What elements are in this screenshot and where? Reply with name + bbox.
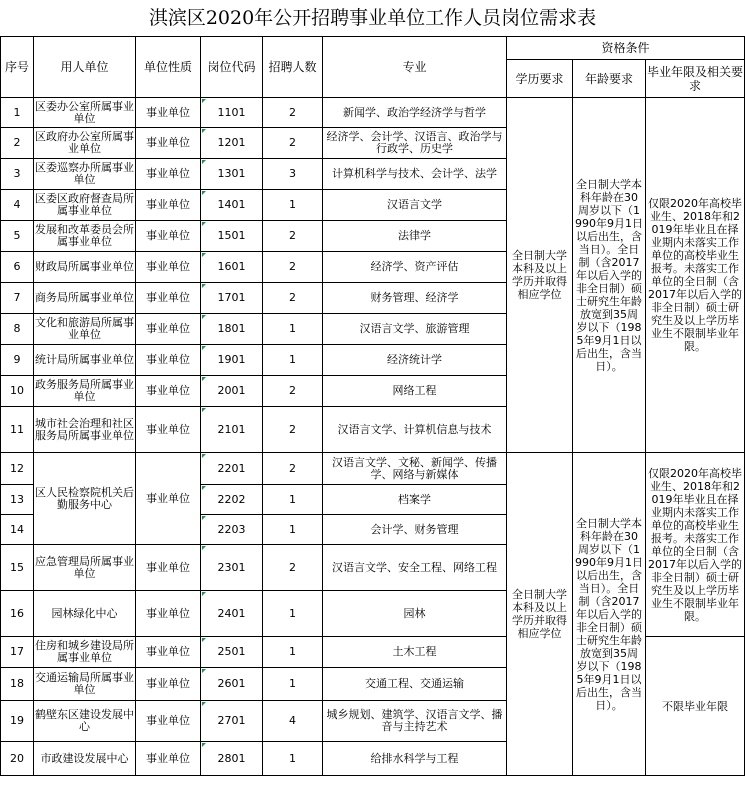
cell-seq: 15 (1, 545, 34, 591)
cell-unit: 区委巡察办所属事业单位 (34, 159, 136, 190)
cell-major: 交通工程、交通运输 (323, 668, 507, 701)
cell-unit: 交通运输局所属事业单位 (34, 668, 136, 701)
cell-major: 给排水科学与工程 (323, 742, 507, 776)
cell-seq: 7 (1, 283, 34, 314)
cell-seq: 20 (1, 742, 34, 776)
cell-seq: 12 (1, 453, 34, 485)
cell-unit: 统计局所属事业单位 (34, 345, 136, 376)
header-age: 年龄要求 (573, 60, 646, 98)
cell-nature: 事业单位 (136, 701, 201, 742)
cell-code: 2202 (201, 485, 263, 515)
cell-count: 2 (263, 453, 323, 485)
cell-unit: 城市社会治理和社区服务局所属事业单位 (34, 407, 136, 453)
education-requirement: 全日制大学本科及以上学历并取得相应学位 (507, 453, 573, 776)
cell-major: 会计学、财务管理 (323, 515, 507, 545)
header-graduation-years: 毕业年限及相关要求 (646, 60, 745, 98)
cell-count: 1 (263, 190, 323, 221)
cell-seq: 1 (1, 98, 34, 128)
cell-code: 2001 (201, 376, 263, 407)
cell-nature: 事业单位 (136, 252, 201, 283)
cell-code: 2701 (201, 701, 263, 742)
cell-count: 1 (263, 637, 323, 668)
cell-code: 2301 (201, 545, 263, 591)
cell-count: 2 (263, 128, 323, 159)
cell-major: 汉语言文学、旅游管理 (323, 314, 507, 345)
cell-count: 1 (263, 485, 323, 515)
cell-unit: 发展和改革委员会所属事业单位 (34, 221, 136, 252)
table-row (1, 98, 745, 128)
cell-count: 2 (263, 545, 323, 591)
graduation-requirement: 仅限2020年高校毕业生、2018年和2019年毕业且在择业期内未落实工作单位的高校毕业生报考。未落实工作单位的全日制（含2017年以后入学的非全日制）硕士研究生及以上学历毕业生不限制毕业年限。 (646, 98, 745, 453)
graduation-requirement: 仅限2020年高校毕业生、2018年和2019年毕业且在择业期内未落实工作单位的高校毕业生报考。未落实工作单位的全日制（含2017年以后入学的非全日制）硕士研究生及以上学历毕业生不限制毕业年限。 (646, 453, 745, 637)
cell-seq: 9 (1, 345, 34, 376)
cell-seq: 5 (1, 221, 34, 252)
header-qualifications: 资格条件 (507, 37, 745, 60)
cell-seq: 3 (1, 159, 34, 190)
cell-unit: 文化和旅游局所属事业单位 (34, 314, 136, 345)
age-requirement: 全日制大学本科年龄在30周岁以下（1990年9月1日以后出生，含当日）。全日制（含2017年以后入学的非全日制）硕士研究生年龄放宽到35周岁以下（1985年9月1日以后出生，含当日）。 (573, 98, 646, 453)
cell-major: 法律学 (323, 221, 507, 252)
cell-count: 1 (263, 742, 323, 776)
cell-unit: 区委区政府督查局所属事业单位 (34, 190, 136, 221)
cell-code: 1201 (201, 128, 263, 159)
cell-major: 网络工程 (323, 376, 507, 407)
cell-code: 2401 (201, 591, 263, 637)
header-seq: 序号 (1, 37, 34, 98)
cell-seq: 6 (1, 252, 34, 283)
job-requirements-table (0, 36, 745, 776)
cell-code: 1701 (201, 283, 263, 314)
header-education: 学历要求 (507, 60, 573, 98)
cell-unit: 财政局所属事业单位 (34, 252, 136, 283)
cell-nature: 事业单位 (136, 190, 201, 221)
cell-unit: 应急管理局所属事业单位 (34, 545, 136, 591)
cell-nature: 事业单位 (136, 407, 201, 453)
cell-code: 2801 (201, 742, 263, 776)
cell-unit: 区委办公室所属事业单位 (34, 98, 136, 128)
cell-code: 1801 (201, 314, 263, 345)
cell-unit: 市政建设发展中心 (34, 742, 136, 776)
cell-seq: 14 (1, 515, 34, 545)
cell-count: 1 (263, 591, 323, 637)
cell-count: 4 (263, 701, 323, 742)
cell-count: 2 (263, 252, 323, 283)
cell-nature: 事业单位 (136, 668, 201, 701)
header-count: 招聘人数 (263, 37, 323, 98)
cell-nature: 事业单位 (136, 128, 201, 159)
cell-unit: 园林绿化中心 (34, 591, 136, 637)
cell-code: 1501 (201, 221, 263, 252)
cell-nature: 事业单位 (136, 742, 201, 776)
cell-nature: 事业单位 (136, 376, 201, 407)
cell-count: 1 (263, 515, 323, 545)
cell-nature: 事业单位 (136, 545, 201, 591)
cell-nature: 事业单位 (136, 345, 201, 376)
cell-major: 经济学、会计学、汉语言、政治学与行政学、历史学 (323, 128, 507, 159)
cell-code: 2501 (201, 637, 263, 668)
cell-major: 财务管理、经济学 (323, 283, 507, 314)
cell-code: 2601 (201, 668, 263, 701)
cell-unit: 区人民检察院机关后勤服务中心 (34, 453, 136, 545)
cell-major: 计算机科学与技术、会计学、法学 (323, 159, 507, 190)
cell-seq: 10 (1, 376, 34, 407)
cell-major: 经济学、资产评估 (323, 252, 507, 283)
cell-nature: 事业单位 (136, 98, 201, 128)
cell-code: 1301 (201, 159, 263, 190)
cell-nature: 事业单位 (136, 591, 201, 637)
graduation-requirement: 不限毕业年限 (646, 637, 745, 776)
cell-unit: 区政府办公室所属事业单位 (34, 128, 136, 159)
cell-seq: 4 (1, 190, 34, 221)
cell-count: 1 (263, 345, 323, 376)
education-requirement: 全日制大学本科及以上学历并取得相应学位 (507, 98, 573, 453)
cell-major: 汉语言文学 (323, 190, 507, 221)
cell-count: 1 (263, 668, 323, 701)
header-code: 岗位代码 (201, 37, 263, 98)
cell-code: 1401 (201, 190, 263, 221)
cell-count: 2 (263, 407, 323, 453)
cell-major: 经济统计学 (323, 345, 507, 376)
cell-count: 2 (263, 283, 323, 314)
header-nature: 单位性质 (136, 37, 201, 98)
cell-unit: 住房和城乡建设局所属事业单位 (34, 637, 136, 668)
cell-nature: 事业单位 (136, 314, 201, 345)
cell-seq: 19 (1, 701, 34, 742)
cell-code: 1901 (201, 345, 263, 376)
cell-count: 1 (263, 314, 323, 345)
cell-nature: 事业单位 (136, 453, 201, 545)
cell-seq: 13 (1, 485, 34, 515)
cell-unit: 政务服务局所属事业单位 (34, 376, 136, 407)
cell-code: 1601 (201, 252, 263, 283)
age-requirement: 全日制大学本科年龄在30周岁以下（1990年9月1日以后出生，含当日）。全日制（含2017年以后入学的非全日制）硕士研究生年龄放宽到35周岁以下（1985年9月1日以后出生，含当日）。 (573, 453, 646, 776)
cell-code: 2203 (201, 515, 263, 545)
cell-code: 2201 (201, 453, 263, 485)
header-unit: 用人单位 (34, 37, 136, 98)
cell-seq: 18 (1, 668, 34, 701)
table-row (1, 453, 745, 485)
cell-count: 2 (263, 98, 323, 128)
cell-major: 新闻学、政治学经济学与哲学 (323, 98, 507, 128)
cell-major: 档案学 (323, 485, 507, 515)
header-major: 专业 (323, 37, 507, 98)
cell-unit: 商务局所属事业单位 (34, 283, 136, 314)
page-title: 淇滨区2020年公开招聘事业单位工作人员岗位需求表 (148, 7, 597, 29)
cell-nature: 事业单位 (136, 221, 201, 252)
cell-seq: 11 (1, 407, 34, 453)
cell-major: 汉语言文学、计算机信息与技术 (323, 407, 507, 453)
cell-major: 土木工程 (323, 637, 507, 668)
cell-major: 城乡规划、建筑学、汉语言文学、播音与主持艺术 (323, 701, 507, 742)
cell-count: 3 (263, 159, 323, 190)
cell-seq: 2 (1, 128, 34, 159)
cell-major: 汉语言文学、文秘、新闻学、传播学、网络与新媒体 (323, 453, 507, 485)
cell-nature: 事业单位 (136, 159, 201, 190)
cell-major: 园林 (323, 591, 507, 637)
cell-seq: 17 (1, 637, 34, 668)
cell-major: 汉语言文学、安全工程、网络工程 (323, 545, 507, 591)
cell-nature: 事业单位 (136, 283, 201, 314)
cell-unit: 鹤壁东区建设发展中 心 (34, 701, 136, 742)
cell-nature: 事业单位 (136, 637, 201, 668)
cell-count: 2 (263, 221, 323, 252)
cell-code: 1101 (201, 98, 263, 128)
cell-code: 2101 (201, 407, 263, 453)
cell-seq: 16 (1, 591, 34, 637)
cell-seq: 8 (1, 314, 34, 345)
cell-count: 2 (263, 376, 323, 407)
